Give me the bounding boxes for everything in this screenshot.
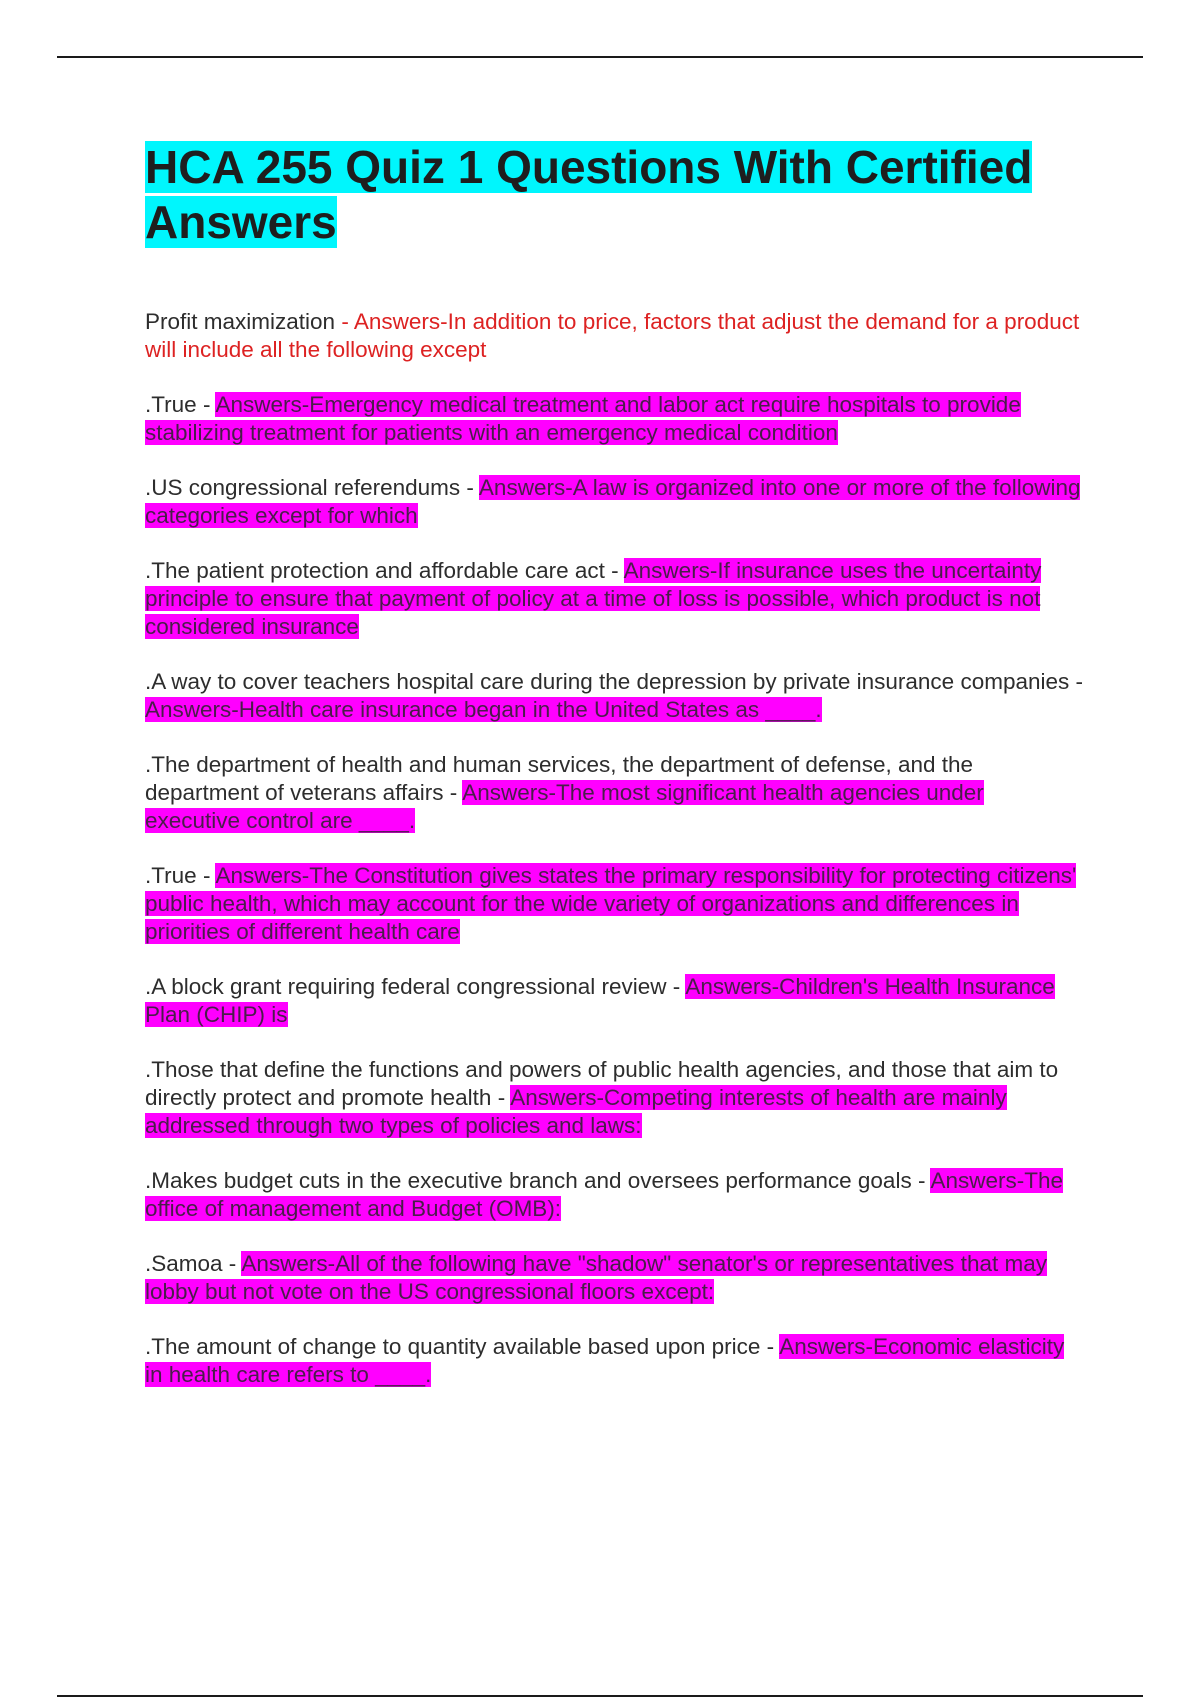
separator: - (604, 558, 624, 583)
answer-text: Answers-Economic elasticity in health care refers to ____. (145, 1334, 1065, 1387)
document-title (145, 140, 1085, 250)
answer-text: Answers-The most significant health agencies under executive control are ____. (145, 780, 984, 833)
qa-list (145, 308, 1085, 1389)
qa-item (145, 1333, 1085, 1389)
qa-item (145, 1167, 1085, 1223)
answer-text: Answers-In addition to price, factors that adjust the demand for a product will include all the following except (145, 309, 1080, 362)
qa-item (145, 862, 1085, 946)
question-text: .The patient protection and affordable care act (145, 558, 605, 583)
separator: - (760, 1334, 780, 1359)
question-text: .A way to cover teachers hospital care during the depression by private insurance companies (145, 669, 1070, 694)
top-rule (57, 56, 1143, 58)
qa-item (145, 1056, 1085, 1140)
qa-item (145, 308, 1085, 364)
question-text: .Those that define the functions and powers of public health agencies, and those that aim to directly protect and promote health (145, 1057, 1059, 1110)
qa-item (145, 973, 1085, 1029)
separator: - (460, 475, 479, 500)
separator: - (335, 309, 354, 334)
separator: - (443, 780, 463, 805)
question-text: .The amount of change to quantity available based upon price (145, 1334, 761, 1359)
question-text: .Makes budget cuts in the executive branch and oversees performance goals (145, 1168, 912, 1193)
qa-item (145, 668, 1085, 724)
qa-item (145, 474, 1085, 530)
separator: - (222, 1251, 242, 1276)
document-body (145, 140, 1085, 1416)
qa-item (145, 557, 1085, 641)
separator: - (911, 1168, 931, 1193)
answer-text: Answers-Competing interests of health are mainly addressed through two types of policies and laws: (145, 1085, 1007, 1138)
document-title-text: HCA 255 Quiz 1 Questions With Certified Answers (145, 141, 1033, 248)
answer-text: Answers-If insurance uses the uncertainty principle to ensure that payment of policy at a time of loss is possible, which product is not considered insurance (145, 558, 1042, 639)
question-text: .True (145, 392, 197, 417)
answer-text: Answers-A law is organized into one or more of the following categories except for which (145, 475, 1081, 528)
answer-text: Answers-The Constitution gives states the primary responsibility for protecting citizens' public health, which may account for the wide variety of organizations and differences in priorities of different health care (145, 863, 1077, 944)
separator: - (196, 863, 216, 888)
answer-text: Answers-Emergency medical treatment and labor act require hospitals to provide stabilizing treatment for patients with an emergency medical condition (145, 392, 1021, 445)
separator: - (1069, 669, 1084, 694)
question-text: .Samoa (145, 1251, 223, 1276)
bottom-rule (57, 1695, 1143, 1697)
answer-text: Answers-All of the following have "shadow" senator's or representatives that may lobby but not vote on the US congressional floors except: (145, 1251, 1047, 1304)
question-text: .US congressional referendums (145, 475, 461, 500)
separator: - (196, 392, 216, 417)
question-text: .True (145, 863, 197, 888)
question-text: .The department of health and human services, the department of defense, and the department of veterans affairs (145, 752, 974, 805)
answer-text: Answers-Health care insurance began in the United States as ____. (145, 697, 822, 722)
qa-item (145, 391, 1085, 447)
answer-text: Answers-The office of management and Budget (OMB): (145, 1168, 1064, 1221)
qa-item (145, 751, 1085, 835)
separator: - (491, 1085, 511, 1110)
separator: - (666, 974, 686, 999)
question-text: .A block grant requiring federal congressional review (145, 974, 667, 999)
question-text: Profit maximization (145, 309, 336, 334)
answer-text: Answers-Children's Health Insurance Plan (CHIP) is (145, 974, 1055, 1027)
qa-item (145, 1250, 1085, 1306)
